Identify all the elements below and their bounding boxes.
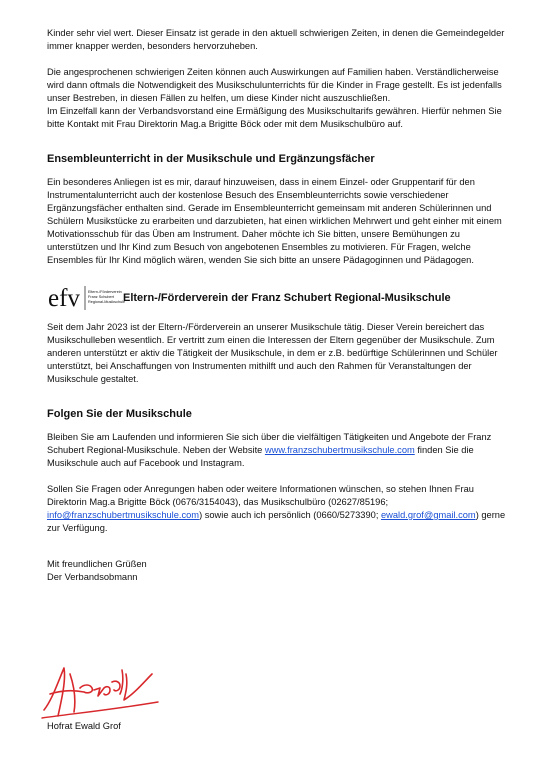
paragraph-intro: Kinder sehr viel wert. Dieser Einsatz ist gerade in den aktuell schwierigen Zeiten, in denen die Gemeindegelder immer knapper werden, besonders hervorzuheben. — [47, 28, 505, 51]
signer-name: Hofrat Ewald Grof — [47, 721, 121, 731]
heading-follow: Folgen Sie der Musikschule — [47, 408, 192, 420]
efv-logo — [47, 280, 126, 316]
efv-logo-line-1: Eltern-/Förderverein — [88, 290, 122, 294]
closing-role: Der Verbandsobmann — [47, 572, 138, 582]
paragraph-ensemble: Ein besonderes Anliegen ist es mir, darauf hinzuweisen, dass in einem Einzel- oder Gruppentarif für den Instrumentalunterricht auch der kostenlose Besuch des Ensembleunterrichts sowie verschiedener Ergänzungsfächer enthalten sind. Gerade im Ensembleunterricht gemeinsam mit anderen Schülerinnen und Schülern Musikstücke zu erarbeiten und darzubieten, hat einen wirklichen Mehrwert und geht einher mit einem Motivationsschub für das Üben am Instrument. Daher möchte ich Sie bitten, unsere Bemühungen zu unterstützen und Ihr Kind zum Besuch von angebotenen Ensembles zu motivieren. Für Fragen, welche Ensembles für Ihr Kind möglich wären, wenden Sie sich bitte an unsere Pädagoginnen und Pädagogen. — [47, 177, 502, 265]
follow-text-b: finden Sie die Musikschule auch auf Facebook und Instagram. — [47, 445, 474, 468]
follow-text-a: Bleiben Sie am Laufenden und informieren Sie sich über die vielfältigen Tätigkeiten und Angebote der Franz Schubert Regional-Musikschule. Neben der Website — [47, 432, 492, 455]
letter-body — [47, 27, 507, 584]
efv-logo-icon — [47, 280, 126, 316]
website-link[interactable]: www.franzschubertmusikschule.com — [264, 445, 415, 455]
contact-text-b: ) sowie auch ich persönlich (0660/5273390; — [199, 510, 381, 520]
efv-heading-row — [47, 280, 507, 316]
closing-greeting: Mit freundlichen Grüßen — [47, 559, 147, 569]
paragraph-follow — [47, 431, 507, 470]
efv-logo-line-2: Franz Schubert — [88, 295, 114, 299]
heading-efv: Eltern-/Förderverein der Franz Schubert Regional-Musikschule — [123, 291, 451, 304]
paragraph-discount: Im Einzelfall kann der Verbandsvorstand eine Ermäßigung des Musikschultarifs gewähren. Hierfür nehmen Sie bitte Kontakt mit Frau Direktorin Mag.a Brigitte Böck oder mit dem Musikschulbüro auf. — [47, 106, 502, 129]
signature-image — [40, 660, 160, 722]
personal-email-link[interactable]: ewald.grof@gmail.com — [380, 510, 476, 520]
contact-text-c: ) gerne zur Verfügung. — [47, 510, 506, 533]
contact-text-a: Sollen Sie Fragen oder Anregungen haben oder weitere Informationen wünschen, so stehen Ihnen Frau Direktorin Mag.a Brigitte Böck (0676/3154043), das Musikschulbüro (02627/85196; — [47, 484, 474, 507]
paragraph-difficult-times: Die angesprochenen schwierigen Zeiten können auch Auswirkungen auf Familien haben. Verständlicherweise wird dann oftmals die Notwendigkeit des Musikschulunterrichts für die Kinder in Frage gestellt. Es ist jedenfalls unser Bestreben, in diesen Fällen zu helfen, um diese Kinder nicht auszuschließen. — [47, 67, 502, 103]
heading-ensemble: Ensembleunterricht in der Musikschule und Ergänzungsfächer — [47, 153, 375, 165]
paragraph-contact — [47, 483, 507, 535]
office-email-link[interactable]: info@franzschubertmusikschule.com — [47, 510, 200, 520]
efv-logo-line-3: Regional-Musikschule — [88, 300, 126, 304]
paragraph-efv: Seit dem Jahr 2023 ist der Eltern-/Förderverein an unserer Musikschule tätig. Dieser Verein bereichert das Musikschulleben wesentlich. Er vertritt zum einen die Interessen der Eltern gegenüber der Musikschule. Zum anderen unterstützt er aktiv die Tätigkeit der Musikschule, in dem er z.B. bedürftige Schülerinnen und Schüler unterstützt, bei Anschaffungen von Instrumenten mithilft und auch den Rahmen für Veranstaltungen der Musikschule gestaltet. — [47, 322, 498, 384]
efv-logo-letters: efv — [48, 285, 80, 312]
